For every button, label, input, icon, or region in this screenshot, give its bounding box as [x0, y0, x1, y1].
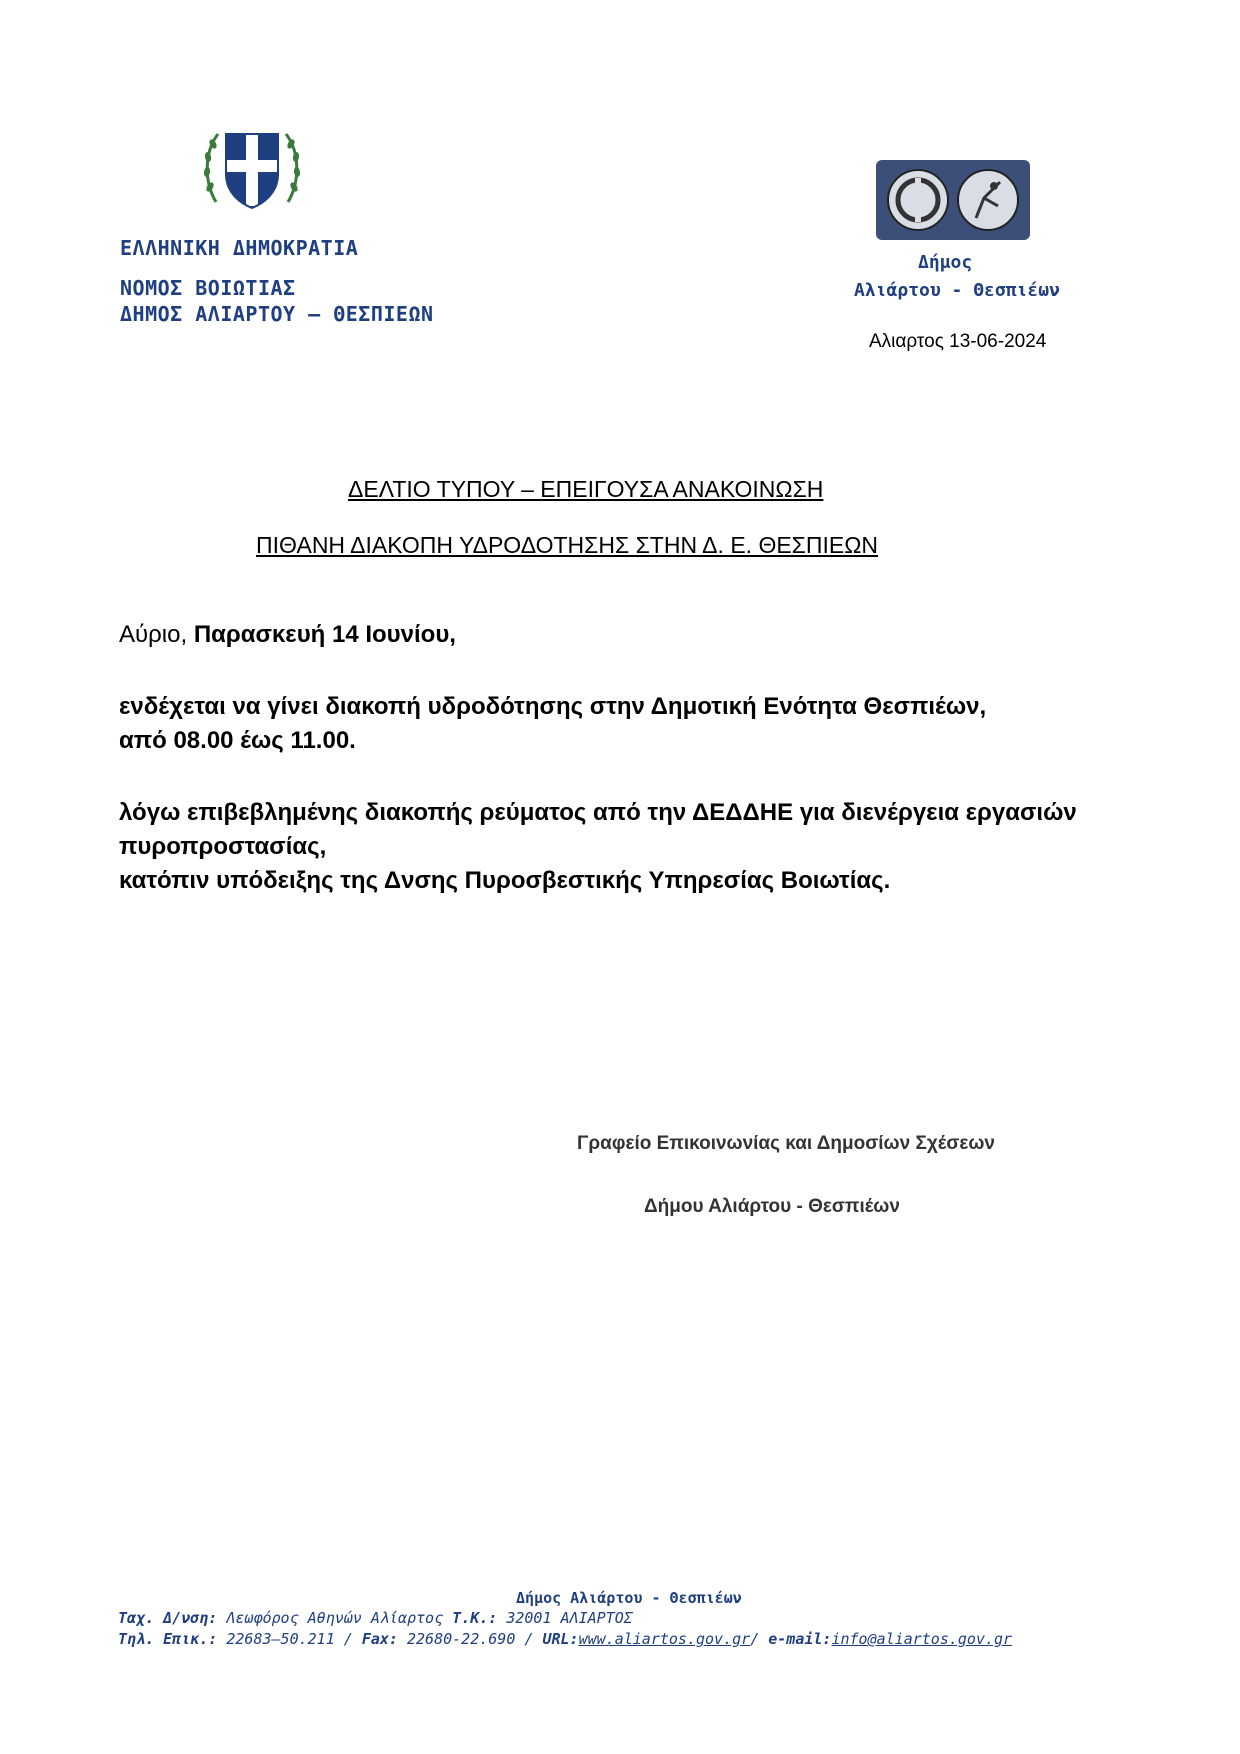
header-republic: ΕΛΛΗΝΙΚΗ ΔΗΜΟΚΡΑΤΙΑ: [120, 236, 359, 260]
paragraph-reason-line2: πυροπροστασίας,: [119, 833, 327, 860]
footer-email-label: e-mail:: [768, 1630, 832, 1648]
footer-separator: /: [750, 1630, 769, 1648]
paragraph-interruption: [119, 690, 986, 758]
header-prefecture: ΝΟΜΟΣ ΒΟΙΩΤΙΑΣ: [120, 276, 296, 300]
signature-office: Γραφείο Επικοινωνίας και Δημοσίων Σχέσεων: [577, 1133, 995, 1154]
paragraph-date-bold: Παρασκευή 14 Ιουνίου,: [193, 621, 456, 648]
press-release-title: ΔΕΛΤΙΟ ΤΥΠΟΥ – ΕΠΕΙΓΟΥΣΑ ΑΝΑΚΟΙΝΩΣΗ: [348, 476, 824, 502]
paragraph-interruption-line2: από 08.00 έως 11.00.: [119, 727, 356, 754]
paragraph-reason: [119, 796, 1077, 898]
footer-fax-label: Fax:: [361, 1630, 398, 1648]
paragraph-date-prefix: Αύριο,: [119, 621, 194, 648]
document-date: Αλιαρτος 13-06-2024: [869, 331, 1047, 352]
footer-municipality-name: Δήμος Αλιάρτου - Θεσπιέων: [516, 1589, 742, 1607]
paragraph-reason-line3: κατόπιν υπόδειξης της Δνσης Πυροσβεστικής Υπηρεσίας Βοιωτίας.: [119, 867, 891, 894]
footer-website-link[interactable]: www.aliartos.gov.gr: [578, 1630, 751, 1648]
logo-caption-municipality: Δήμος: [918, 252, 973, 273]
footer-contact-line: [118, 1630, 1012, 1648]
paragraph-interruption-line1: ενδέχεται να γίνει διακοπή υδροδότησης στην Δημοτική Ενότητα Θεσπιέων,: [119, 693, 987, 720]
paragraph-date: [119, 618, 456, 652]
greek-coat-of-arms-icon: [196, 112, 308, 224]
footer-fax-value: 22680-22.690 /: [397, 1630, 543, 1648]
footer-address-label: Ταχ. Δ/νση:: [118, 1609, 218, 1627]
logo-caption-name: Αλιάρτου - Θεσπιέων: [854, 280, 1060, 301]
footer-url-label: URL:: [542, 1630, 579, 1648]
footer-postcode-label: Τ.Κ.:: [452, 1609, 498, 1627]
paragraph-reason-line1: λόγω επιβεβλημένης διακοπής ρεύματος από την ΔΕΔΔΗΕ για διενέργεια εργασιών: [119, 799, 1077, 826]
footer-address-value: Λεωφόρος Αθηνών Αλίαρτος: [217, 1609, 453, 1627]
footer-address-line: [118, 1609, 633, 1627]
signature-municipality: Δήμου Αλιάρτου - Θεσπιέων: [644, 1196, 900, 1217]
footer-phone-label: Τηλ. Επικ.:: [118, 1630, 218, 1648]
header-municipality: ΔΗΜΟΣ ΑΛΙΑΡΤΟΥ – ΘΕΣΠΙΕΩΝ: [120, 302, 434, 326]
footer-postcode-value: 32001 ΑΛΙΑΡΤΟΣ: [497, 1609, 633, 1627]
press-release-subtitle: ΠΙΘΑΝΗ ΔΙΑΚΟΠΗ ΥΔΡΟΔΟΤΗΣΗΣ ΣΤΗΝ Δ. Ε. ΘΕΣΠΙΕΩΝ: [256, 532, 879, 558]
municipality-coins-logo-icon: [876, 160, 1030, 240]
footer-email-link[interactable]: info@aliartos.gov.gr: [831, 1630, 1013, 1648]
footer-phone-value: 22683–50.211 /: [217, 1630, 362, 1648]
